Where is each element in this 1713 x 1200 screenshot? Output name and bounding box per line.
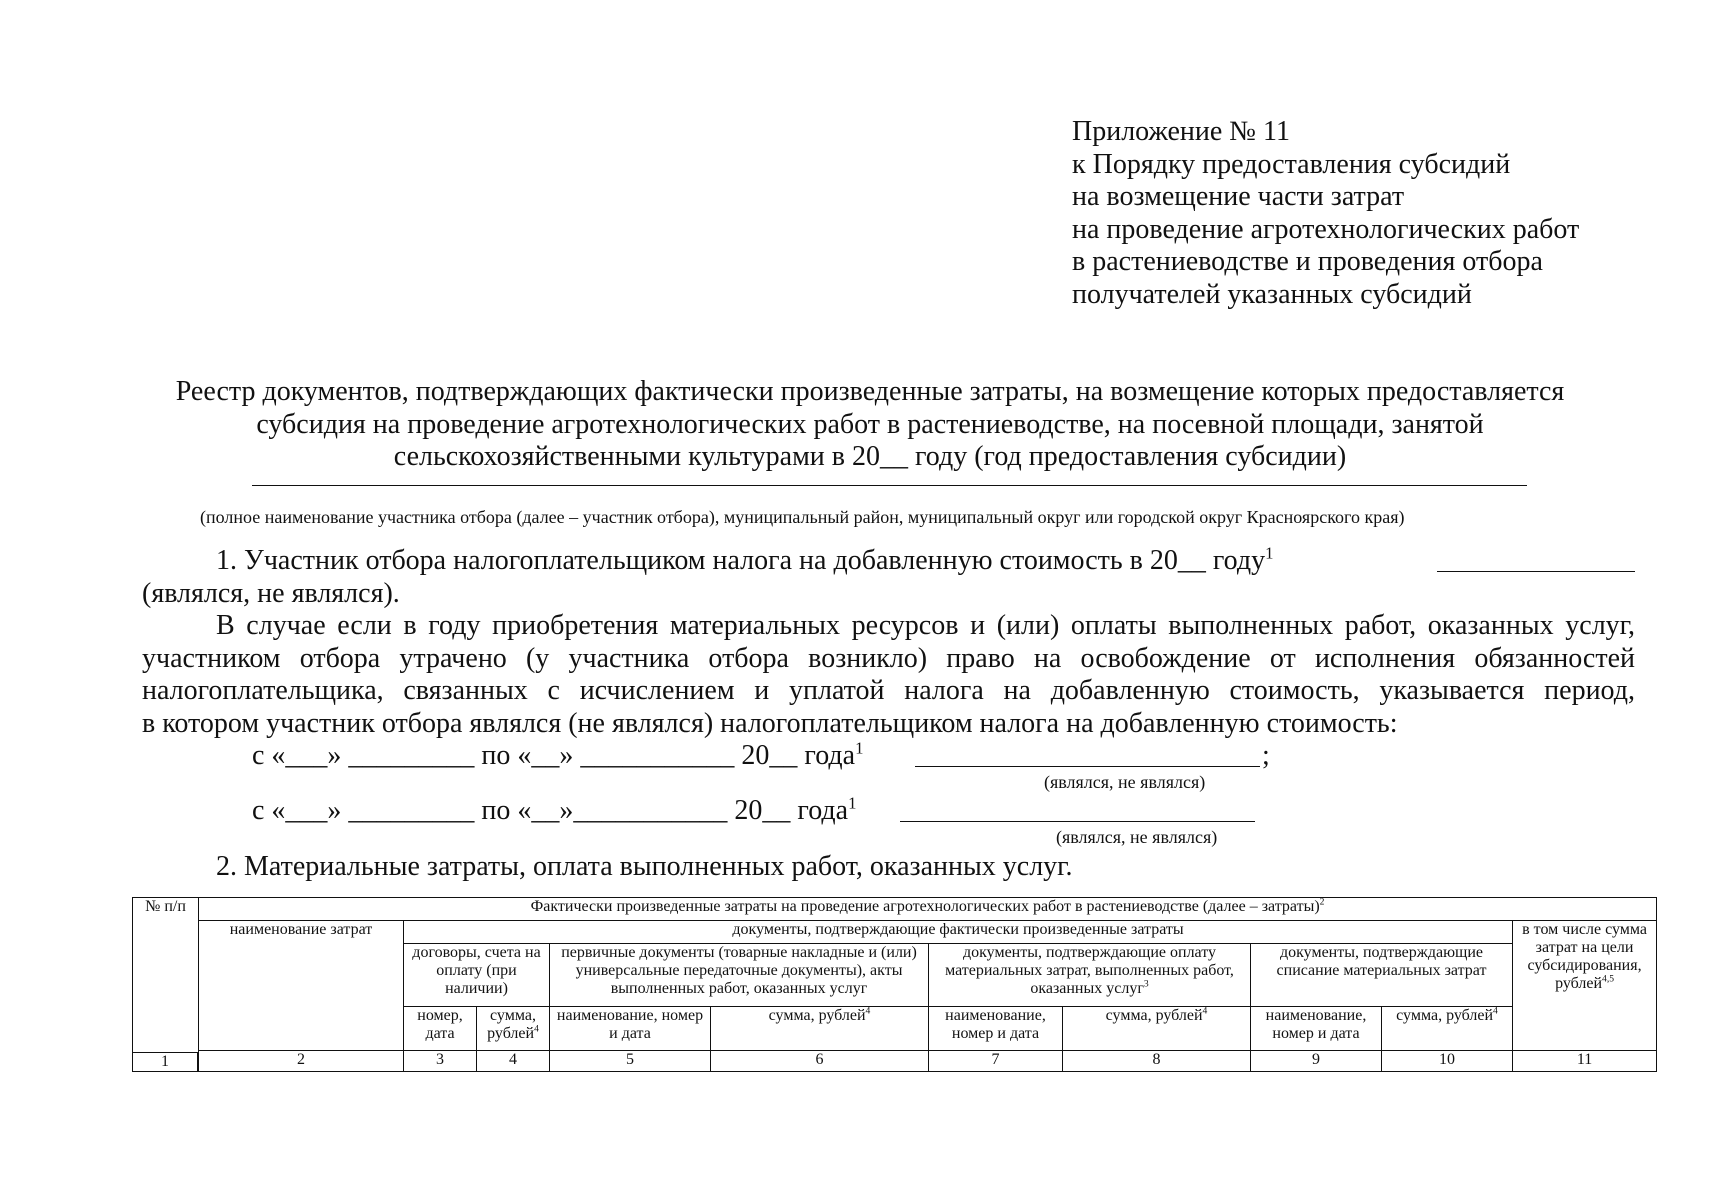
column-number: 2 xyxy=(199,1050,404,1071)
footnote-ref: 1 xyxy=(1265,543,1274,563)
period-line-1-text: с «___» _________ по «__» ___________ 20__ года xyxy=(252,740,856,771)
column-number: 9 xyxy=(1251,1050,1382,1071)
header-main xyxy=(199,898,1657,921)
title-line: сельскохозяйственными культурами в 20__ году (год предоставления субсидии) xyxy=(393,441,1347,472)
column-number: 7 xyxy=(929,1050,1063,1071)
section1-para-line: участником отбора утрачено (у участника отбора возникло) право на освобождение от исполнения обязанностей xyxy=(142,643,1635,674)
header-main-text: Фактически произведенные затраты на проведение агротехнологических работ в растениеводстве (далее – затраты) xyxy=(530,898,1320,915)
period-line-2 xyxy=(252,795,856,828)
header-no: № п/п xyxy=(133,898,199,1072)
footnote-ref: 4 xyxy=(1493,1005,1498,1017)
appendix-line: в растениеводстве и проведения отбора xyxy=(1072,246,1543,277)
appendix-line: получателей указанных субсидий xyxy=(1072,278,1472,310)
appendix-header xyxy=(1072,116,1579,311)
footnote-ref: 1 xyxy=(855,738,864,758)
column-number: 5 xyxy=(550,1050,711,1071)
appendix-line: на проведение агротехнологических работ xyxy=(1072,213,1580,245)
appendix-line: к Порядку предоставления субсидий xyxy=(1072,148,1511,180)
vat-status-blank-line xyxy=(1437,571,1635,572)
period-line-2-text: с «___» _________ по «__»___________ 20__ года xyxy=(252,795,849,826)
section2-heading: 2. Материальные затраты, оплата выполненных работ, оказанных услуг. xyxy=(216,851,1073,882)
column-number: 3 xyxy=(404,1050,477,1071)
appendix-line: Приложение № 11 xyxy=(1072,116,1290,147)
period-2-caption: (являлся, не являлся) xyxy=(1056,827,1218,847)
title-line: субсидия на проведение агротехнологических работ в растениеводстве, на посевной площади, занятой xyxy=(256,408,1484,440)
subheader-name-number-date: наименование, номер и дата xyxy=(929,1007,1063,1051)
register-table xyxy=(132,897,1657,1072)
section1-para-line: налогоплательщика, связанных с исчислением и уплатой налога на добавленную стоимость, указывается период, xyxy=(142,675,1635,706)
subheader-sum-text: сумма, рублей xyxy=(487,1007,536,1043)
subheader-sum xyxy=(711,1007,929,1051)
header-payment-docs xyxy=(929,943,1251,1007)
subheader-name-number-date: наименование, номер и дата xyxy=(1251,1007,1382,1051)
subheader-sum xyxy=(1382,1007,1513,1051)
document-title xyxy=(110,376,1630,474)
period-line-1-end: ; xyxy=(1262,740,1270,771)
footnote-ref: 4 xyxy=(534,1023,539,1035)
column-number: 4 xyxy=(477,1050,550,1071)
header-subsidy-sum xyxy=(1513,921,1657,1050)
header-cost-name: наименование затрат xyxy=(199,921,404,1050)
appendix-line: на возмещение части затрат xyxy=(1072,181,1405,212)
header-docs: документы, подтверждающие фактически произведенные затраты xyxy=(404,921,1513,943)
header-payment-docs-text: документы, подтверждающие оплату материальных затрат, выполненных работ, оказанных услуг xyxy=(945,943,1234,997)
period-1-status-blank xyxy=(915,766,1260,767)
subheader-sum xyxy=(1063,1007,1251,1051)
period-2-status-blank xyxy=(900,821,1255,822)
footnote-ref: 4,5 xyxy=(1602,974,1615,985)
column-number-row xyxy=(133,1050,1657,1071)
column-number: 6 xyxy=(711,1050,929,1071)
footnote-ref: 2 xyxy=(1319,896,1325,908)
subheader-sum xyxy=(477,1007,550,1051)
participant-caption: (полное наименование участника отбора (далее – участник отбора), муниципальный район, муниципальный округ или городской округ Красноярского края) xyxy=(200,507,1405,527)
section1-para-line: в котором участник отбора являлся (не являлся) налогоплательщиком налога на добавленную стоимость: xyxy=(142,708,1398,739)
participant-name-line xyxy=(252,485,1527,486)
period-line-1 xyxy=(252,740,863,773)
header-primary-docs: первичные документы (товарные накладные и (или) универсальные передаточные документы), акты выполненных работ, оказанных услуг xyxy=(550,943,929,1007)
section1-line1-text: 1. Участник отбора налогоплательщиком налога на добавленную стоимость в 20__ году xyxy=(216,545,1266,576)
column-number: 8 xyxy=(1063,1050,1251,1071)
section1-line2: (являлся, не являлся). xyxy=(142,578,400,609)
section1-para-line: В случае если в году приобретения материальных ресурсов и (или) оплаты выполненных работ, оказанных услуг, xyxy=(216,610,1635,641)
footnote-ref: 4 xyxy=(1202,1005,1208,1017)
subheader-sum-text: сумма, рублей xyxy=(768,1007,866,1025)
header-contracts: договоры, счета на оплату (при наличии) xyxy=(404,943,550,1007)
column-number: 11 xyxy=(1513,1050,1657,1071)
header-writeoff-docs: документы, подтверждающие списание материальных затрат xyxy=(1251,943,1513,1007)
subheader-name-number-date: наименование, номер и дата xyxy=(550,1007,711,1051)
subheader-sum-text: сумма, рублей xyxy=(1105,1007,1203,1025)
footnote-ref: 3 xyxy=(1143,978,1149,990)
section1-line1 xyxy=(216,545,1274,578)
period-1-caption: (являлся, не являлся) xyxy=(1044,772,1206,792)
footnote-ref: 4 xyxy=(865,1005,871,1017)
header-subsidy-sum-text: в том числе сумма затрат на цели субсидирования, рублей xyxy=(1522,921,1647,993)
column-number: 10 xyxy=(1382,1050,1513,1071)
footnote-ref: 1 xyxy=(848,793,857,813)
subheader-sum-text: сумма, рублей xyxy=(1396,1007,1494,1025)
subheader-number-date: номер, дата xyxy=(404,1007,477,1051)
column-number: 1 xyxy=(132,1052,198,1072)
title-line: Реестр документов, подтверждающих фактически произведенные затраты, на возмещение которых предоставляется xyxy=(175,376,1565,407)
